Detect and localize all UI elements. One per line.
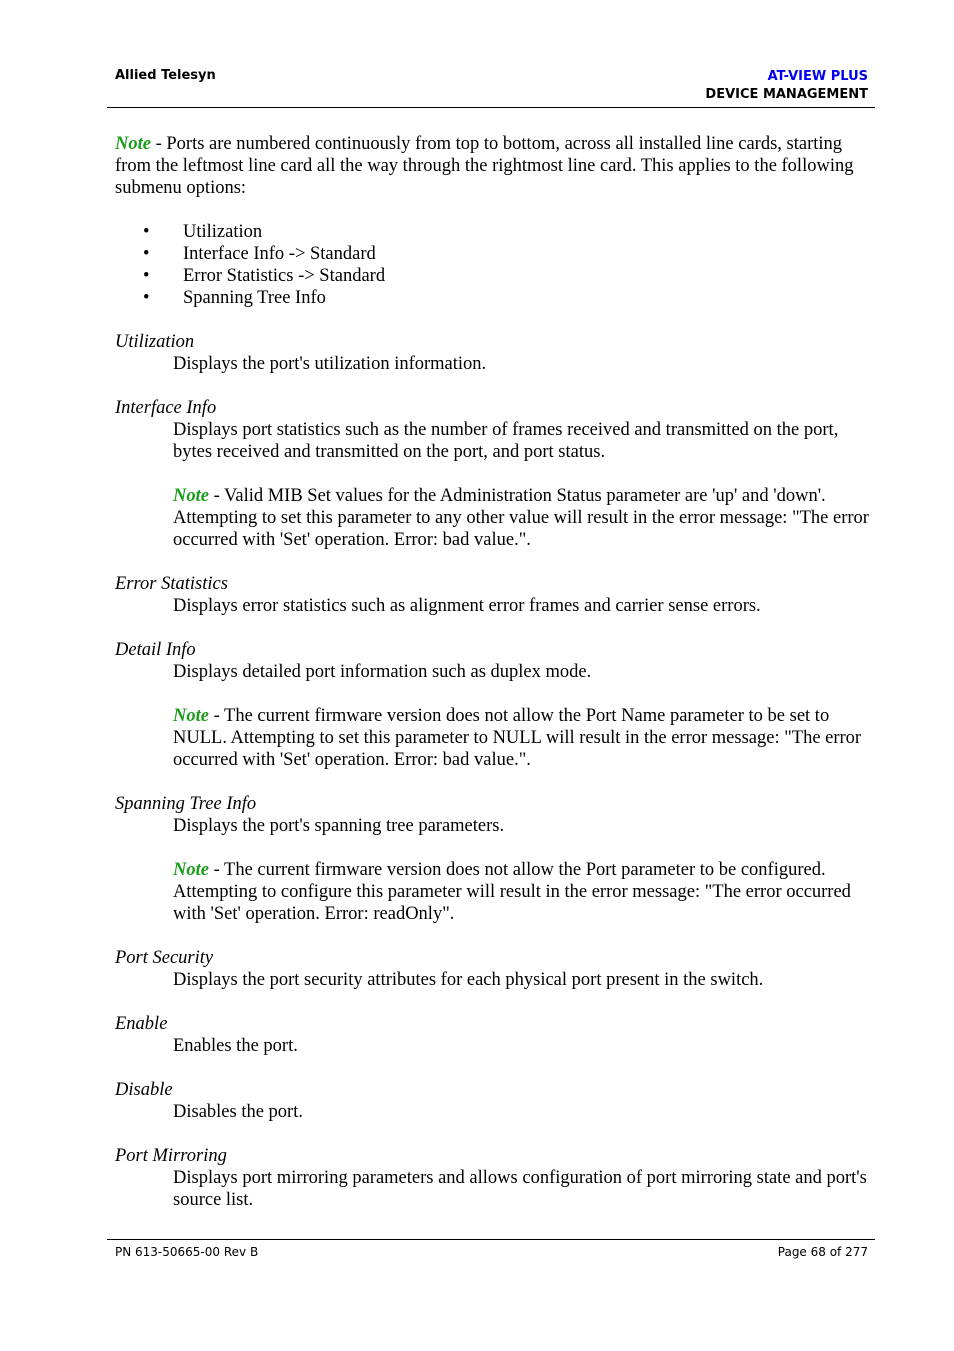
list-item bbox=[115, 221, 875, 243]
section-enable bbox=[115, 1013, 875, 1057]
section-description: Disables the port. bbox=[173, 1102, 303, 1122]
header-title-block bbox=[705, 68, 868, 104]
header-product: AT-VIEW PLUS bbox=[767, 69, 868, 84]
section-term: Disable bbox=[115, 1080, 173, 1100]
section-description: Displays port mirroring parameters and allows configuration of port mirroring state and port's source list. bbox=[173, 1168, 867, 1210]
header-section: DEVICE MANAGEMENT bbox=[705, 87, 868, 102]
list-item bbox=[115, 265, 875, 287]
bullet-icon: • bbox=[143, 244, 150, 264]
list-item-text: Error Statistics -> Standard bbox=[183, 266, 386, 286]
section-term: Port Mirroring bbox=[115, 1146, 227, 1166]
note-label: Note bbox=[173, 706, 209, 726]
section-disable bbox=[115, 1079, 875, 1123]
section-utilization bbox=[115, 331, 875, 375]
note-label: Note bbox=[173, 860, 209, 880]
section-term: Enable bbox=[115, 1014, 168, 1034]
section-term: Port Security bbox=[115, 948, 214, 968]
bullet-icon: • bbox=[143, 222, 150, 242]
list-item bbox=[115, 243, 875, 265]
section-description: Displays the port security attributes for each physical port present in the switch. bbox=[173, 970, 764, 990]
section-description: Displays error statistics such as alignment error frames and carrier sense errors. bbox=[173, 596, 761, 616]
section-description: Displays the port's spanning tree parameters. bbox=[173, 816, 505, 836]
section-detail-info bbox=[115, 639, 875, 771]
section-description: Displays the port's utilization information. bbox=[173, 354, 487, 374]
section-error-statistics bbox=[115, 573, 875, 617]
section-spanning-tree-info bbox=[115, 793, 875, 925]
footer-page-number: Page 68 of 277 bbox=[777, 1245, 868, 1259]
footer-part-number: PN 613-50665-00 Rev B bbox=[115, 1245, 259, 1259]
section-note-text: - Valid MIB Set values for the Administration Status parameter are 'up' and 'down'. Attempting to set this parameter to any other value will result in the error message: "The error occurred with 'Set' operation. Error: bad value.". bbox=[173, 486, 869, 550]
section-term: Error Statistics bbox=[115, 574, 228, 594]
section-description: Displays port statistics such as the number of frames received and transmitted on the port, bytes received and transmitted on the port, and port status. bbox=[173, 420, 839, 462]
section-description: Displays detailed port information such as duplex mode. bbox=[173, 662, 592, 682]
document-body bbox=[115, 133, 875, 1233]
header-company: Allied Telesyn bbox=[115, 68, 216, 83]
list-item-text: Interface Info -> Standard bbox=[183, 244, 376, 264]
section-term: Utilization bbox=[115, 332, 195, 352]
section-description: Enables the port. bbox=[173, 1036, 298, 1056]
section-note-text: - The current firmware version does not allow the Port Name parameter to be set to NULL. Attempting to set this parameter to NULL will result in the error message: "The error occurred with 'Set' operation. Error: bad value.". bbox=[173, 706, 862, 770]
bullet-icon: • bbox=[143, 288, 150, 308]
note-label: Note bbox=[115, 134, 151, 154]
submenu-list bbox=[115, 221, 875, 309]
list-item-text: Utilization bbox=[183, 222, 263, 242]
header-rule bbox=[107, 107, 875, 108]
list-item-text: Spanning Tree Info bbox=[183, 288, 326, 308]
footer-rule bbox=[107, 1239, 875, 1240]
section-note bbox=[115, 859, 875, 925]
intro-note-text: - Ports are numbered continuously from top to bottom, across all installed line cards, starting from the leftmost line card all the way through the rightmost line card. This applies to the following submenu options: bbox=[115, 134, 854, 198]
section-note-text: - The current firmware version does not allow the Port parameter to be configured. Attempting to configure this parameter will result in the error message: "The error occurred with 'Set' operation. Error: readOnly". bbox=[173, 860, 851, 924]
section-note bbox=[115, 705, 875, 771]
section-port-mirroring bbox=[115, 1145, 875, 1211]
note-label: Note bbox=[173, 486, 209, 506]
bullet-icon: • bbox=[143, 266, 150, 286]
section-interface-info bbox=[115, 397, 875, 551]
list-item bbox=[115, 287, 875, 309]
intro-note bbox=[115, 133, 875, 199]
section-term: Spanning Tree Info bbox=[115, 794, 257, 814]
section-term: Interface Info bbox=[115, 398, 217, 418]
section-note bbox=[115, 485, 875, 551]
section-term: Detail Info bbox=[115, 640, 196, 660]
section-port-security bbox=[115, 947, 875, 991]
